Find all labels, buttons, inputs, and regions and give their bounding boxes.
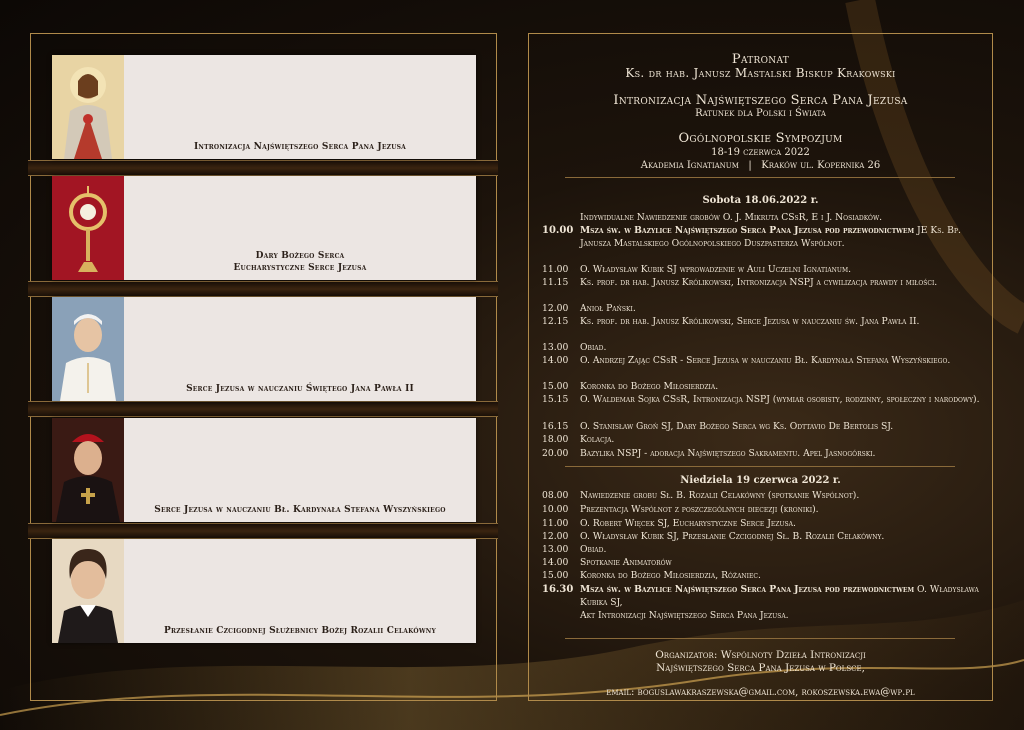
schedule-description: Obiad. bbox=[580, 544, 607, 555]
schedule-time: 14.00 bbox=[542, 355, 569, 366]
contact-emails[interactable]: email: boguslawakraszewska@gmail.com, rokoszewska.ewa@wp.pl bbox=[606, 687, 915, 698]
schedule-text bbox=[580, 569, 988, 582]
event-title: Intronizacja Najświętszego Serca Pana Jezusa bbox=[613, 93, 908, 108]
schedule-description: Kolacja. bbox=[580, 434, 615, 445]
schedule-time: 20.00 bbox=[542, 448, 569, 459]
schedule-description: O. Waldemar Sojka CSsR, Intronizacja NSPJ (wymiar osobisty, rodzinny, społeczny i narodowy). bbox=[580, 394, 980, 405]
schedule-text bbox=[580, 489, 988, 502]
event-place: Akademia Ignatianum | Kraków ul. Kopernika 26 bbox=[640, 160, 881, 171]
schedule-description: O. Władysław Kubik SJ wprowadzenie w Auli Uczelni Ignatianum. bbox=[580, 264, 852, 275]
schedule-text bbox=[580, 543, 988, 556]
schedule-time: 14.00 bbox=[542, 557, 569, 568]
day1-title: Sobota 18.06.2022 r. bbox=[702, 195, 819, 206]
schedule-time: 11.00 bbox=[542, 518, 569, 529]
monstrance-image bbox=[52, 176, 124, 280]
schedule-description: Bazylika NSPJ - adoracja Najświętszego Sakramentu. Apel Jasnogórski. bbox=[580, 448, 876, 459]
schedule-description: Ks. prof. dr hab. Janusz Królikowski, Serce Jezusa w nauczaniu św. Jana Pawła II. bbox=[580, 316, 920, 327]
panel-caption: Dary Bożego Serca Eucharystyczne Serce Jezusa bbox=[233, 251, 367, 273]
schedule-text bbox=[580, 263, 988, 276]
schedule-description: O. Stanisław Groń SJ, Dary Bożego Serca wg Ks. Odttavio De Bertolis SJ. bbox=[580, 421, 894, 432]
divider-rule bbox=[565, 638, 955, 639]
schedule-time: 10.00 bbox=[542, 225, 574, 236]
schedule-description: Spotkanie Animatorów bbox=[580, 557, 672, 568]
divider bbox=[28, 160, 498, 176]
schedule-time: 15.00 bbox=[542, 381, 569, 392]
schedule-time: 13.00 bbox=[542, 544, 569, 555]
organizer-line2: Najświętszego Serca Pana Jezusa w Polsce, bbox=[656, 662, 865, 674]
schedule-description: Akt Intronizacji Najświętszego Serca Pana Jezusa. bbox=[580, 610, 789, 621]
divider-rule bbox=[565, 466, 955, 467]
event-subtitle: Ratunek dla Polski i Świata bbox=[695, 108, 826, 119]
schedule-text bbox=[580, 517, 988, 530]
bishop-name: Ks. dr hab. Janusz Mastalski Biskup Krakowski bbox=[625, 66, 896, 80]
schedule-description: Anioł Pański. bbox=[580, 303, 636, 314]
panel-wyszynski bbox=[52, 418, 476, 522]
schedule-time: 12.15 bbox=[542, 316, 569, 327]
schedule-highlight: Msza św. w Bazylice Najświętszego Serca Pana Jezusa pod przewodnictwem bbox=[580, 225, 915, 236]
schedule-time: 10.00 bbox=[542, 504, 569, 515]
schedule-time: 08.00 bbox=[542, 490, 569, 501]
schedule-time: 16.15 bbox=[542, 421, 569, 432]
schedule-text bbox=[580, 354, 988, 367]
sympozjum-title: Ogólnopolskie Sympozjum bbox=[678, 131, 843, 146]
schedule-text bbox=[580, 433, 988, 446]
schedule-time: 12.00 bbox=[542, 531, 569, 542]
schedule-time: 18.00 bbox=[542, 434, 569, 445]
rozalia-celakowna-image bbox=[52, 539, 124, 643]
schedule-description: Obiad. bbox=[580, 342, 607, 353]
divider bbox=[28, 401, 498, 417]
schedule-text bbox=[580, 224, 988, 250]
schedule-description: Indywidualne Nawiedzenie grobów O. J. Mikruta CSsR, E i J. Nosiadków. bbox=[580, 212, 883, 223]
panel-john-paul bbox=[52, 297, 476, 401]
schedule-text bbox=[580, 447, 988, 460]
schedule-description: Ks. prof. dr hab. Janusz Królikowski, Intronizacja NSPJ a cywilizacja prawdy i miłości. bbox=[580, 277, 938, 288]
schedule-description: Koronka do Bożego Miłosierdzia. bbox=[580, 381, 719, 392]
schedule-highlight: Msza św. w Bazylice Najświętszego Serca Pana Jezusa pod przewodnictwem bbox=[580, 584, 915, 595]
schedule-text bbox=[580, 302, 988, 315]
schedule-description: Prezentacja Wspólnot z poszczególnych diecezji (kroniki). bbox=[580, 504, 819, 515]
schedule-text bbox=[580, 556, 988, 569]
schedule-text bbox=[580, 380, 988, 393]
schedule-text bbox=[580, 583, 988, 609]
schedule-description: O. Władysław Kubik SJ, Przesłanie Czcigodnej Sł. B. Rozalii Celakówny. bbox=[580, 531, 885, 542]
divider bbox=[28, 523, 498, 539]
panel-celakowna bbox=[52, 539, 476, 643]
schedule-time: 15.00 bbox=[542, 570, 569, 581]
divider-rule bbox=[565, 177, 955, 178]
patronat-label: Patronat bbox=[731, 52, 790, 67]
event-dates: 18-19 czerwca 2022 bbox=[711, 147, 810, 158]
panel-caption: Serce Jezusa w nauczaniu Świętego Jana Pawła II bbox=[186, 384, 414, 394]
schedule-time: 12.00 bbox=[542, 303, 569, 314]
schedule-time: 15.15 bbox=[542, 394, 569, 405]
schedule-time: 16.30 bbox=[542, 584, 574, 595]
schedule-text bbox=[580, 211, 988, 224]
day2-title: Niedziela 19 czerwca 2022 r. bbox=[680, 475, 841, 486]
schedule-time: 11.00 bbox=[542, 264, 569, 275]
panel-caption: Serce Jezusa w nauczaniu Bł. Kardynała Stefana Wyszyńskiego bbox=[154, 505, 446, 515]
schedule-text bbox=[580, 315, 988, 328]
panel-monstrance bbox=[52, 176, 476, 280]
schedule-time: 13.00 bbox=[542, 342, 569, 353]
schedule-text bbox=[580, 393, 988, 406]
panel-caption: Przesłanie Czcigodnej Służebnicy Bożej Rozalii Celakówny bbox=[164, 626, 436, 636]
schedule-description: JE Ks. Bp. Janusza Mastalskiego Ogólnopolskiego Duszpasterza Wspólnot. bbox=[580, 225, 961, 250]
schedule-text bbox=[580, 609, 988, 622]
john-paul-ii-photo bbox=[52, 297, 124, 401]
schedule-text bbox=[580, 420, 988, 433]
panel-caption: Intronizacja Najświętszego Serca Pana Jezusa bbox=[193, 142, 407, 152]
schedule-text bbox=[580, 341, 988, 354]
divider bbox=[28, 281, 498, 297]
schedule-description: O. Robert Więcek SJ, Eucharystyczne Serce Jezusa. bbox=[580, 518, 796, 529]
schedule-description: Koronka do Bożego Miłosierdzia, Różaniec. bbox=[580, 570, 761, 581]
schedule-text bbox=[580, 276, 988, 289]
schedule-text bbox=[580, 503, 988, 516]
organizer-line1: Organizator: Wspólnoty Dzieła Intronizacji bbox=[655, 649, 866, 661]
cardinal-wyszynski-photo bbox=[52, 418, 124, 522]
sacred-heart-image bbox=[52, 55, 124, 159]
panel-sacred-heart bbox=[52, 55, 476, 159]
schedule-description: Nawiedzenie grobu Sł. B. Rozalii Celakówny (spotkanie Wspólnot). bbox=[580, 490, 860, 501]
schedule-time: 11.15 bbox=[542, 277, 569, 288]
schedule-description: O. Władysława Kubika SJ, bbox=[580, 584, 979, 609]
schedule-text bbox=[580, 530, 988, 543]
schedule-description: O. Andrzej Zając CSsR - Serce Jezusa w nauczaniu Bł. Kardynała Stefana Wyszyńskiego. bbox=[580, 355, 951, 366]
